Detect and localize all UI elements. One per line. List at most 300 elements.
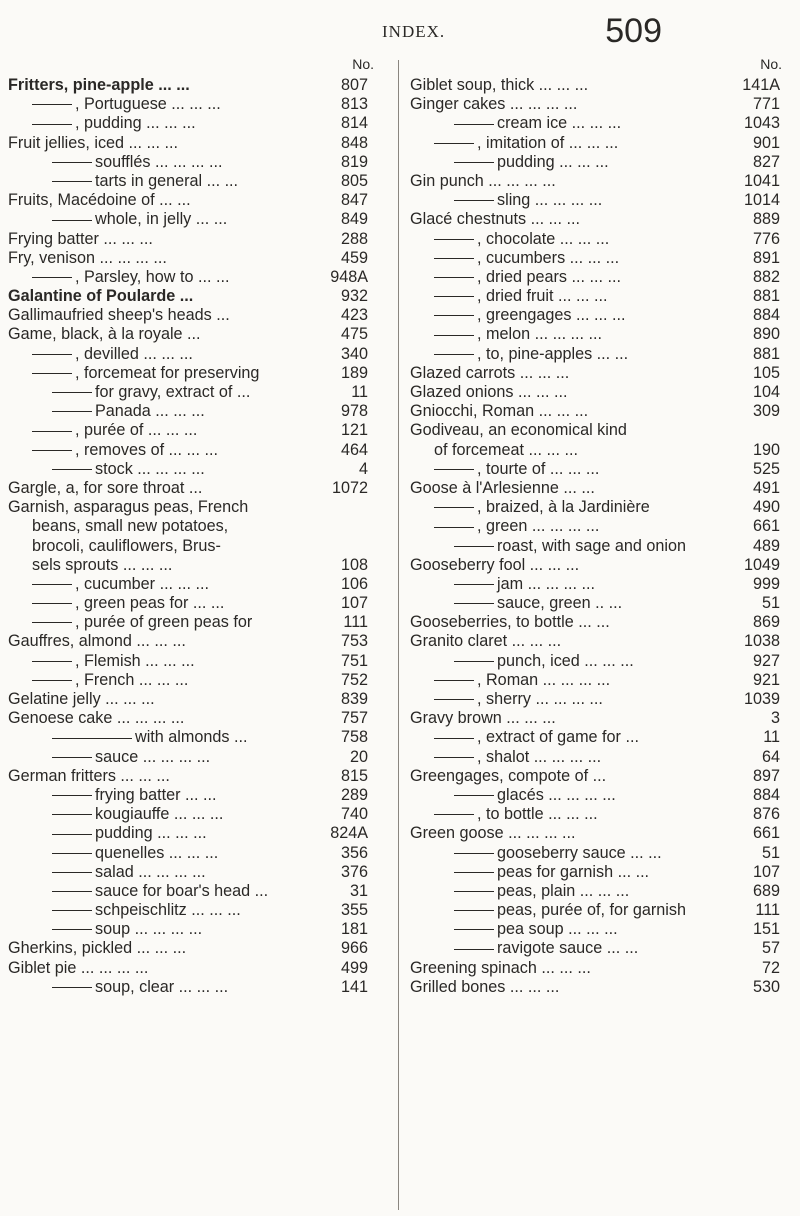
- entry-text: [32, 517, 228, 536]
- index-entry: [8, 844, 392, 863]
- index-entry: [410, 364, 790, 383]
- entry-text: [8, 767, 170, 786]
- entry-label: whole, in jelly ... ...: [95, 210, 228, 229]
- entry-number: 111: [755, 901, 780, 920]
- ditto-dash: [32, 603, 72, 604]
- entry-number: 978: [340, 402, 368, 421]
- entry-label: , Flemish ... ... ...: [75, 651, 195, 670]
- entry-text: [8, 76, 190, 95]
- entry-number: 813: [340, 95, 368, 114]
- entry-number: 815: [340, 766, 368, 785]
- entry-number: 355: [340, 901, 368, 920]
- entry-label: Fruit jellies, iced ... ... ...: [8, 133, 179, 152]
- entry-number: 819: [340, 152, 368, 171]
- entry-number: 751: [340, 651, 368, 670]
- entry-text: [434, 728, 639, 747]
- entry-label: , greengages ... ... ...: [477, 306, 626, 325]
- index-entry: [410, 844, 790, 863]
- index-entry: [8, 767, 392, 786]
- entry-text: [434, 325, 602, 344]
- entry-label: Gooseberry fool ... ... ...: [410, 555, 580, 574]
- entry-number: 181: [340, 920, 368, 939]
- entry-number: 807: [340, 76, 368, 94]
- index-entry: [410, 863, 790, 882]
- entry-number: 51: [761, 594, 780, 613]
- entry-label: kougiauffe ... ... ...: [95, 805, 224, 824]
- entry-number: 884: [752, 306, 780, 325]
- running-title: INDEX.: [382, 22, 446, 41]
- entry-label: Galantine of Poularde ...: [8, 287, 194, 306]
- entry-label: sauce for boar's head ...: [95, 881, 269, 900]
- entry-text: [434, 460, 599, 479]
- index-entry: [8, 786, 392, 805]
- entry-label: roast, with sage and onion: [497, 536, 686, 555]
- ditto-dash: [434, 680, 474, 681]
- entry-number: 948A: [330, 267, 368, 286]
- entry-text: [8, 498, 248, 517]
- ditto-dash: [454, 546, 494, 547]
- entry-label: , French ... ... ...: [75, 670, 189, 689]
- entry-number: 753: [340, 632, 368, 651]
- entry-label: Gin punch ... ... ... ...: [410, 171, 556, 190]
- entry-text: [52, 210, 227, 229]
- index-entry: [410, 748, 790, 767]
- entry-text: [410, 172, 556, 191]
- entry-text: [454, 901, 686, 920]
- ditto-dash: [434, 239, 474, 240]
- entry-text: [8, 479, 202, 498]
- entry-text: [52, 786, 216, 805]
- column-heading: No.: [760, 56, 782, 72]
- index-entry: [8, 441, 392, 460]
- entry-number: 105: [752, 363, 780, 382]
- entry-text: [52, 882, 268, 901]
- entry-text: [410, 632, 561, 651]
- index-entry: [8, 172, 392, 191]
- entry-text: [410, 556, 579, 575]
- entry-text: [410, 383, 567, 402]
- index-entry: [8, 517, 392, 536]
- index-entry: [8, 268, 392, 287]
- index-entry: [410, 882, 790, 901]
- entry-text: [52, 920, 202, 939]
- entry-number: 525: [752, 459, 780, 478]
- entry-label: , cucumber ... ... ...: [75, 574, 210, 593]
- entry-text: [52, 901, 241, 920]
- entry-text: [454, 594, 622, 613]
- index-entry: [410, 671, 790, 690]
- entry-number: 31: [349, 881, 368, 900]
- index-entry: [410, 594, 790, 613]
- index-entry: [8, 959, 392, 978]
- entry-label: Giblet soup, thick ... ... ...: [410, 76, 589, 94]
- entry-number: 752: [340, 670, 368, 689]
- entry-label: , pudding ... ... ...: [75, 114, 196, 133]
- index-entry: [8, 613, 392, 632]
- entry-label: , purée of ... ... ...: [75, 421, 198, 440]
- entry-number: 104: [752, 383, 780, 401]
- entry-text: [52, 824, 207, 843]
- index-entry: [8, 364, 392, 383]
- entry-label: , green ... ... ... ...: [477, 517, 600, 536]
- index-entry: [410, 575, 790, 594]
- index-entry: [410, 709, 790, 728]
- entry-number: 72: [761, 958, 780, 977]
- entry-label: Green goose ... ... ... ...: [410, 824, 576, 843]
- entry-number: 106: [340, 574, 368, 593]
- ditto-dash: [32, 450, 72, 451]
- entry-number: 805: [340, 171, 368, 190]
- index-entry: [8, 383, 392, 402]
- entry-label: , melon ... ... ... ...: [477, 325, 603, 344]
- ditto-dash: [454, 162, 494, 163]
- entry-number: 839: [340, 690, 368, 708]
- entry-text: [52, 383, 250, 402]
- entry-label: Game, black, à la royale ...: [8, 325, 201, 344]
- entry-label: quenelles ... ... ...: [95, 843, 219, 862]
- index-entry: [410, 632, 790, 651]
- ditto-dash: [52, 987, 92, 988]
- index-entry: [410, 287, 790, 306]
- index-entry: [8, 824, 392, 843]
- entry-text: [434, 230, 609, 249]
- index-entry: [8, 402, 392, 421]
- index-entry: [8, 134, 392, 153]
- entry-number: 64: [761, 747, 780, 766]
- entry-text: [410, 709, 556, 728]
- index-entry: [410, 901, 790, 920]
- entry-label: , braized, à la Jardinière: [477, 498, 650, 517]
- entry-text: [8, 325, 201, 344]
- entry-text: [434, 498, 650, 517]
- entry-label: sling ... ... ... ...: [497, 191, 603, 210]
- index-entry: [410, 460, 790, 479]
- entry-number: 1072: [331, 478, 368, 497]
- entry-label: Panada ... ... ...: [95, 402, 205, 421]
- entry-label: , tourte of ... ... ...: [477, 459, 600, 478]
- entry-number: 51: [761, 843, 780, 862]
- entry-text: [32, 671, 188, 690]
- ditto-dash: [434, 277, 474, 278]
- entry-number: 1039: [743, 690, 780, 708]
- entry-text: [8, 134, 178, 153]
- index-entry: [410, 134, 790, 153]
- ditto-dash: [52, 738, 132, 739]
- index-entry: [410, 114, 790, 133]
- ditto-dash: [454, 853, 494, 854]
- index-entry: [410, 537, 790, 556]
- index-entry: [410, 479, 790, 498]
- entry-number: 848: [340, 133, 368, 152]
- ditto-dash: [32, 104, 72, 105]
- entry-text: [8, 249, 167, 268]
- entry-text: [410, 210, 580, 229]
- index-entries: [8, 76, 392, 997]
- entry-text: [410, 824, 576, 843]
- entry-text: [32, 114, 196, 133]
- entry-label: peas, plain ... ... ...: [497, 881, 630, 900]
- ditto-dash: [52, 853, 92, 854]
- index-entry: [410, 345, 790, 364]
- entry-label: soup, clear ... ... ...: [95, 977, 229, 996]
- ditto-dash: [434, 315, 474, 316]
- entry-text: [32, 556, 172, 575]
- ditto-dash: [454, 124, 494, 125]
- entry-text: [454, 920, 618, 939]
- entry-text: [52, 728, 247, 747]
- ditto-dash: [434, 469, 474, 470]
- index-entry: [410, 268, 790, 287]
- index-entry: [410, 959, 790, 978]
- entry-number: 189: [340, 363, 368, 382]
- index-entry: [410, 249, 790, 268]
- entry-number: 901: [752, 133, 780, 152]
- entry-text: [434, 345, 628, 364]
- entry-label: salad ... ... ... ...: [95, 862, 206, 881]
- entry-text: [434, 805, 598, 824]
- entry-number: 881: [752, 287, 780, 306]
- index-entry: [8, 594, 392, 613]
- index-entry: [410, 153, 790, 172]
- entry-label: frying batter ... ...: [95, 785, 217, 804]
- ditto-dash: [454, 603, 494, 604]
- ditto-dash: [454, 910, 494, 911]
- index-entry: [410, 978, 790, 997]
- entry-label: Granito claret ... ... ...: [410, 632, 562, 651]
- ditto-dash: [32, 277, 72, 278]
- ditto-dash: [454, 891, 494, 892]
- entry-label: Greening spinach ... ... ...: [410, 958, 591, 977]
- ditto-dash: [52, 872, 92, 873]
- entry-label: Gniocchi, Roman ... ... ...: [410, 402, 589, 421]
- index-entry: [8, 95, 392, 114]
- index-entry: [8, 76, 392, 95]
- ditto-dash: [52, 411, 92, 412]
- index-entry: [410, 517, 790, 536]
- entry-label: soufflés ... ... ... ...: [95, 152, 223, 171]
- index-entry: [410, 210, 790, 229]
- entry-number: 11: [351, 383, 368, 401]
- entry-number: 4: [358, 459, 368, 478]
- entry-number: 882: [752, 267, 780, 286]
- entry-label: , shalot ... ... ... ...: [477, 747, 602, 766]
- entry-text: [454, 882, 629, 901]
- index-entry: [8, 325, 392, 344]
- entry-label: punch, iced ... ... ...: [497, 651, 634, 670]
- entry-number: 20: [349, 747, 368, 766]
- index-entry: [8, 728, 392, 747]
- entry-text: [434, 268, 621, 287]
- entry-number: 814: [340, 114, 368, 133]
- entry-number: 530: [752, 977, 780, 996]
- index-entry: [410, 767, 790, 786]
- entry-label: Gherkins, pickled ... ... ...: [8, 939, 187, 958]
- entry-text: [32, 345, 193, 364]
- entry-text: [52, 748, 210, 767]
- entry-number: 884: [752, 785, 780, 804]
- entry-number: 491: [752, 478, 780, 497]
- entry-label: cream ice ... ... ...: [497, 114, 622, 133]
- index-entry: [8, 632, 392, 651]
- entry-label: Gooseberries, to bottle ... ...: [410, 613, 610, 632]
- ditto-dash: [52, 834, 92, 835]
- entry-number: 489: [752, 536, 780, 555]
- index-entry: [8, 498, 392, 517]
- entry-label: Genoese cake ... ... ... ...: [8, 709, 185, 728]
- entry-number: 824A: [330, 824, 368, 843]
- entry-label: soup ... ... ... ...: [95, 920, 203, 939]
- ditto-dash: [434, 296, 474, 297]
- entry-number: 1038: [743, 632, 780, 651]
- entry-label: Gargle, a, for sore throat ...: [8, 478, 203, 497]
- index-entry: [8, 537, 392, 556]
- entry-text: [434, 748, 601, 767]
- index-column-left: [8, 56, 392, 997]
- entry-label: Gravy brown ... ... ...: [410, 709, 556, 728]
- entry-text: [32, 95, 221, 114]
- entry-label: jam ... ... ... ...: [497, 574, 596, 593]
- ditto-dash: [32, 354, 72, 355]
- ditto-dash: [454, 584, 494, 585]
- entry-label: pudding ... ... ...: [95, 824, 207, 843]
- entry-label: , extract of game for ...: [477, 728, 639, 747]
- entry-label: sels sprouts ... ... ...: [32, 555, 173, 574]
- entry-text: [8, 230, 153, 249]
- ditto-dash: [434, 335, 474, 336]
- entry-label: Gallimaufried sheep's heads ...: [8, 306, 230, 325]
- ditto-dash: [32, 680, 72, 681]
- index-entry: [8, 460, 392, 479]
- page-header: [0, 8, 800, 56]
- entry-text: [52, 153, 222, 172]
- ditto-dash: [454, 929, 494, 930]
- entry-number: 757: [340, 709, 368, 728]
- entry-number: 927: [752, 651, 780, 670]
- entry-text: [410, 76, 588, 95]
- index-entry: [8, 671, 392, 690]
- ditto-dash: [52, 929, 92, 930]
- entry-text: [454, 652, 634, 671]
- ditto-dash: [52, 469, 92, 470]
- entry-label: pudding ... ... ...: [497, 152, 609, 171]
- entry-number: 891: [752, 248, 780, 267]
- column-divider: [398, 60, 399, 1210]
- index-entry: [410, 441, 790, 460]
- entry-text: [8, 287, 193, 306]
- entry-label: Frying batter ... ... ...: [8, 229, 153, 248]
- entry-number: 1014: [743, 191, 780, 210]
- ditto-dash: [454, 661, 494, 662]
- index-entry: [8, 230, 392, 249]
- entry-number: 309: [752, 402, 780, 421]
- entry-text: [32, 364, 259, 383]
- entry-text: [434, 517, 599, 536]
- entry-number: 897: [752, 766, 780, 785]
- ditto-dash: [32, 661, 72, 662]
- index-entry: [410, 95, 790, 114]
- entry-label: sauce, green .. ...: [497, 594, 623, 613]
- ditto-dash: [434, 507, 474, 508]
- entry-text: [454, 114, 621, 133]
- entry-text: [434, 306, 625, 325]
- entry-text: [434, 441, 578, 460]
- entry-number: 459: [340, 248, 368, 267]
- entry-label: , Roman ... ... ... ...: [477, 670, 611, 689]
- entry-label: brocoli, cauliflowers, Brus-: [32, 536, 221, 555]
- entry-label: of forcemeat ... ... ...: [434, 440, 578, 459]
- entry-number: 740: [340, 805, 368, 824]
- entry-label: schpeischlitz ... ... ...: [95, 901, 241, 920]
- index-entry: [8, 901, 392, 920]
- entry-label: , dried fruit ... ... ...: [477, 287, 608, 306]
- entry-number: 3: [770, 709, 780, 728]
- entry-text: [8, 191, 191, 210]
- entry-label: , green peas for ... ...: [75, 594, 225, 613]
- index-entry: [410, 786, 790, 805]
- entry-number: 464: [340, 440, 368, 459]
- entry-label: for gravy, extract of ...: [95, 383, 251, 401]
- entry-text: [52, 402, 205, 421]
- entry-label: Giblet pie ... ... ... ...: [8, 958, 149, 977]
- entry-text: [454, 191, 602, 210]
- ditto-dash: [434, 738, 474, 739]
- entry-label: Glazed onions ... ... ...: [410, 383, 568, 401]
- entry-text: [52, 805, 223, 824]
- entry-number: 869: [752, 613, 780, 632]
- index-entry: [410, 191, 790, 210]
- entry-label: , cucumbers ... ... ...: [477, 248, 620, 267]
- entry-text: [32, 575, 209, 594]
- entry-label: Fritters, pine-apple ... ...: [8, 76, 190, 94]
- entry-label: Fruits, Macédoine of ... ...: [8, 191, 191, 210]
- entry-text: [410, 959, 591, 978]
- entry-text: [8, 709, 184, 728]
- entry-number: 423: [340, 306, 368, 325]
- entry-label: , removes of ... ... ...: [75, 440, 219, 459]
- index-entry: [410, 325, 790, 344]
- index-entry: [8, 748, 392, 767]
- entry-text: [8, 939, 186, 958]
- entry-number: 107: [340, 594, 368, 613]
- entry-label: ravigote sauce ... ...: [497, 939, 639, 958]
- entry-text: [410, 95, 577, 114]
- ditto-dash: [454, 872, 494, 873]
- entry-text: [434, 690, 603, 709]
- entry-text: [410, 767, 606, 786]
- entry-number: 376: [340, 862, 368, 881]
- entry-number: 776: [752, 229, 780, 248]
- index-entry: [8, 287, 392, 306]
- entry-text: [410, 364, 569, 383]
- entry-number: 889: [752, 210, 780, 229]
- entry-text: [52, 863, 206, 882]
- ditto-dash: [32, 124, 72, 125]
- entry-text: [434, 671, 610, 690]
- entry-number: 847: [340, 191, 368, 210]
- entry-number: 758: [340, 728, 368, 747]
- ditto-dash: [52, 220, 92, 221]
- entry-number: 151: [752, 920, 780, 939]
- index-entry: [410, 383, 790, 402]
- entry-label: gooseberry sauce ... ...: [497, 843, 662, 862]
- entry-text: [32, 613, 252, 632]
- index-entry: [410, 824, 790, 843]
- entry-number: 490: [752, 498, 780, 517]
- ditto-dash: [32, 431, 72, 432]
- entry-text: [32, 421, 197, 440]
- index-entry: [8, 690, 392, 709]
- entry-label: Glacé chestnuts ... ... ...: [410, 210, 581, 229]
